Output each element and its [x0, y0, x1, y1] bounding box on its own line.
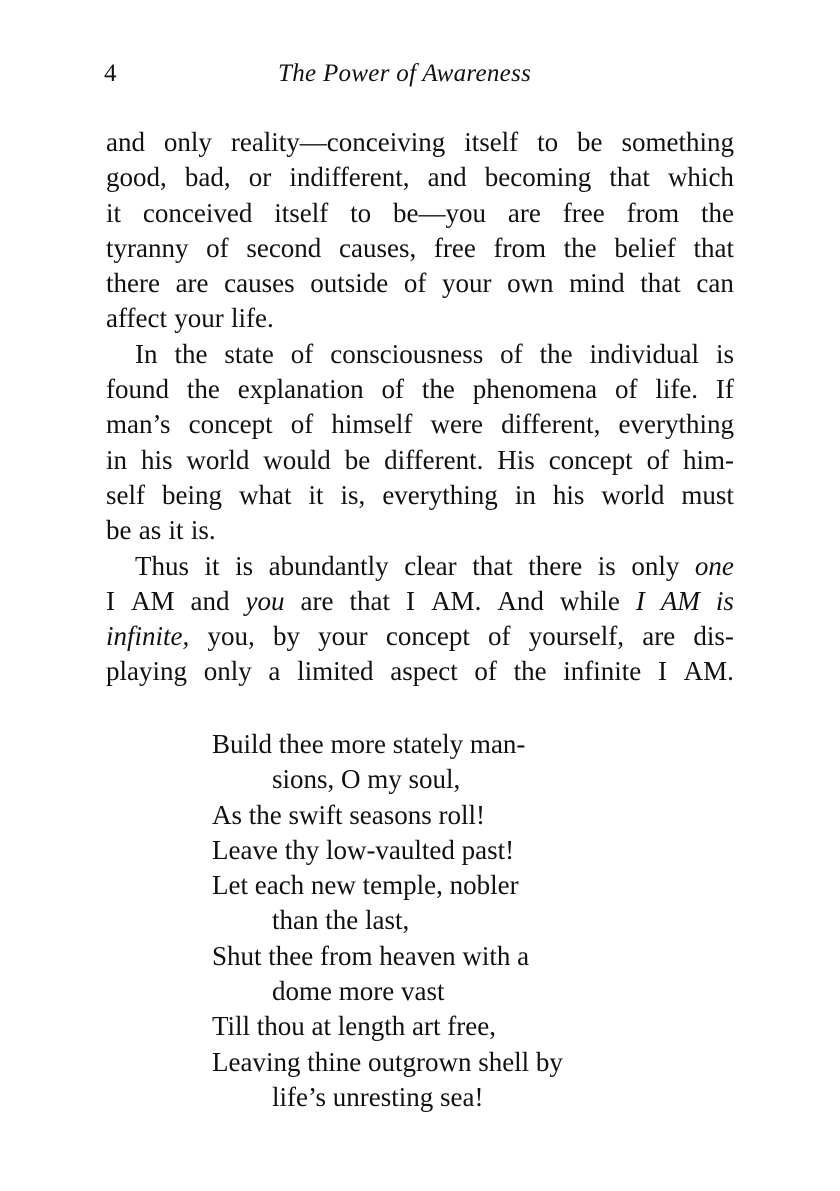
word: of: [206, 232, 229, 263]
text-line: [106, 443, 734, 478]
word: of: [381, 374, 404, 405]
word: the: [563, 232, 597, 263]
text-line: [106, 196, 734, 231]
italic-word: you: [245, 585, 285, 616]
text-line: [106, 549, 734, 584]
text-line: [106, 301, 734, 336]
word: only: [631, 550, 680, 581]
word: himself: [331, 409, 413, 440]
poem-line: As the swift seasons roll!: [212, 799, 485, 830]
word: indifferent,: [289, 162, 410, 193]
word: abundantly: [268, 550, 389, 581]
word: different.: [384, 444, 484, 475]
word: that: [472, 550, 513, 581]
word: different,: [501, 409, 601, 440]
paragraph: [106, 549, 734, 690]
word: yourself,: [528, 621, 624, 652]
poem-line: life’s unresting sea!: [272, 1081, 484, 1112]
word: free: [562, 197, 605, 228]
word: the: [539, 338, 573, 369]
word: of: [614, 374, 638, 405]
word: second: [246, 232, 322, 263]
running-title: The Power of Awareness: [278, 60, 532, 87]
word: man’s: [106, 409, 171, 440]
word: is.: [190, 515, 216, 546]
poem-line: Shut thee from heaven with a: [212, 940, 530, 971]
word: dis-: [693, 621, 734, 652]
word: your: [174, 303, 224, 334]
word: is: [715, 338, 734, 369]
word: is: [235, 550, 254, 581]
word: are: [300, 585, 334, 616]
word: state: [224, 338, 274, 369]
text-line: [106, 654, 734, 689]
word: consciousness: [330, 338, 484, 369]
word: conceived: [142, 197, 253, 228]
word: belief: [614, 232, 676, 263]
word: becoming: [484, 162, 592, 193]
text-line: [106, 372, 734, 407]
word: concept: [188, 409, 273, 440]
word: AM.: [683, 656, 734, 687]
word: that: [609, 162, 650, 193]
word: is,: [340, 479, 366, 510]
word: of: [403, 268, 427, 299]
text-line: [106, 478, 734, 513]
word: the: [186, 374, 220, 405]
word: good,: [106, 162, 167, 193]
body-text: [106, 125, 734, 690]
poem-line: than the last,: [272, 905, 410, 936]
word: him-: [683, 444, 734, 475]
word: tyranny: [106, 232, 189, 263]
word: it: [168, 515, 184, 546]
word: be: [344, 444, 371, 475]
word: everything: [618, 409, 734, 440]
word: concept: [385, 621, 470, 652]
word: outside: [310, 268, 389, 299]
word: found: [106, 374, 169, 405]
word: of: [290, 409, 314, 440]
word: only: [163, 127, 212, 157]
word: And: [497, 585, 544, 616]
word: If: [715, 374, 734, 405]
word: be—you: [393, 197, 487, 228]
word: of: [290, 338, 314, 369]
text-line: [106, 513, 734, 548]
word: clear: [404, 550, 457, 581]
word: were: [430, 409, 483, 440]
poem-quotation: [212, 727, 563, 1115]
word: the: [513, 656, 547, 687]
word: infinite: [563, 656, 642, 687]
word: it: [106, 197, 122, 228]
poem-line: Build thee more stately man-: [212, 729, 526, 759]
word: are: [175, 268, 209, 299]
word: by: [272, 621, 300, 652]
word: explanation: [237, 374, 364, 405]
text-line: [106, 125, 734, 160]
word: affect: [106, 303, 167, 334]
word: that: [640, 268, 681, 299]
text-line: [106, 407, 734, 442]
word: mind: [569, 268, 625, 299]
word: to: [537, 127, 559, 157]
word: are: [642, 621, 676, 652]
word: itself: [274, 197, 329, 228]
paragraph: [106, 125, 734, 337]
word: while: [559, 585, 620, 616]
word: can: [696, 268, 734, 299]
word: there: [106, 268, 160, 299]
word: I: [657, 656, 667, 687]
word: only: [203, 656, 252, 687]
word: phenomena: [472, 374, 598, 405]
word: from: [626, 197, 680, 228]
poem-line: Leaving thine outgrown shell by: [212, 1046, 563, 1077]
text-line: [106, 584, 734, 619]
word: world: [601, 479, 665, 510]
word: what: [239, 479, 292, 510]
italic-word: is: [715, 585, 734, 616]
word: and: [190, 585, 230, 616]
word: the: [174, 338, 208, 369]
text-line: [106, 337, 734, 372]
word: is: [597, 550, 616, 581]
word: must: [681, 479, 734, 510]
word: would: [263, 444, 331, 475]
word: you,: [207, 621, 255, 652]
word: in: [106, 444, 128, 475]
word: causes: [224, 268, 295, 299]
poem-line: Let each new temple, nobler: [212, 870, 519, 901]
word: free: [433, 232, 476, 263]
poem-line: Till thou at length art free,: [212, 1011, 496, 1042]
word: and: [427, 162, 467, 193]
word: playing: [106, 656, 187, 687]
word: aspect: [390, 656, 458, 687]
word: reality—conceiving: [230, 127, 446, 157]
word: to: [350, 197, 372, 228]
word: own: [507, 268, 554, 299]
text-line: [106, 160, 734, 195]
word: from: [493, 232, 546, 263]
word: concept: [548, 444, 633, 475]
italic-word: AM: [660, 585, 700, 616]
word: Thus: [135, 550, 189, 581]
poem-line: dome more vast: [272, 976, 445, 1007]
word: causes,: [338, 232, 417, 263]
word: as: [138, 515, 162, 546]
word: In: [135, 338, 158, 369]
word: His: [497, 444, 535, 475]
word: which: [667, 162, 734, 193]
word: life.: [231, 303, 274, 334]
word: be: [577, 127, 603, 157]
word: or: [248, 162, 272, 193]
word: that: [349, 585, 391, 616]
word: your: [318, 621, 368, 652]
word: I: [406, 585, 416, 616]
page-number: 4: [104, 60, 117, 87]
word: being: [162, 479, 222, 510]
word: his: [140, 444, 173, 475]
word: his: [552, 479, 585, 510]
word: of: [646, 444, 670, 475]
text-line: [106, 266, 734, 301]
word: and: [106, 127, 145, 157]
word: life.: [655, 374, 699, 405]
poem-line: sions, O my soul,: [272, 764, 461, 795]
word: of: [474, 656, 497, 687]
word: individual: [589, 338, 700, 369]
word: in: [514, 479, 536, 510]
word: of: [500, 338, 523, 369]
text-line: [106, 231, 734, 266]
word: there: [528, 550, 583, 581]
word: that: [693, 232, 734, 263]
word: be: [106, 515, 132, 546]
word: are: [507, 197, 541, 228]
text-line: [106, 619, 734, 654]
word: it: [204, 550, 220, 581]
word: bad,: [184, 162, 231, 193]
word: AM.: [431, 585, 482, 616]
word: everything: [382, 479, 498, 510]
word: AM: [131, 585, 175, 616]
word: limited: [297, 656, 374, 687]
paragraph: [106, 337, 734, 549]
word: self: [106, 479, 145, 510]
word: something: [621, 127, 734, 157]
word: of: [488, 621, 511, 652]
word: itself: [464, 127, 519, 157]
word: a: [268, 656, 281, 687]
word: the: [700, 197, 734, 228]
italic-word: one: [694, 550, 734, 581]
italic-word: infinite,: [106, 621, 190, 652]
word: world: [186, 444, 250, 475]
italic-word: I: [635, 585, 645, 616]
word: your: [441, 268, 492, 299]
word: it: [308, 479, 324, 510]
poem-line: Leave thy low-vaulted past!: [212, 834, 515, 865]
word: the: [421, 374, 455, 405]
word: I: [106, 585, 115, 616]
